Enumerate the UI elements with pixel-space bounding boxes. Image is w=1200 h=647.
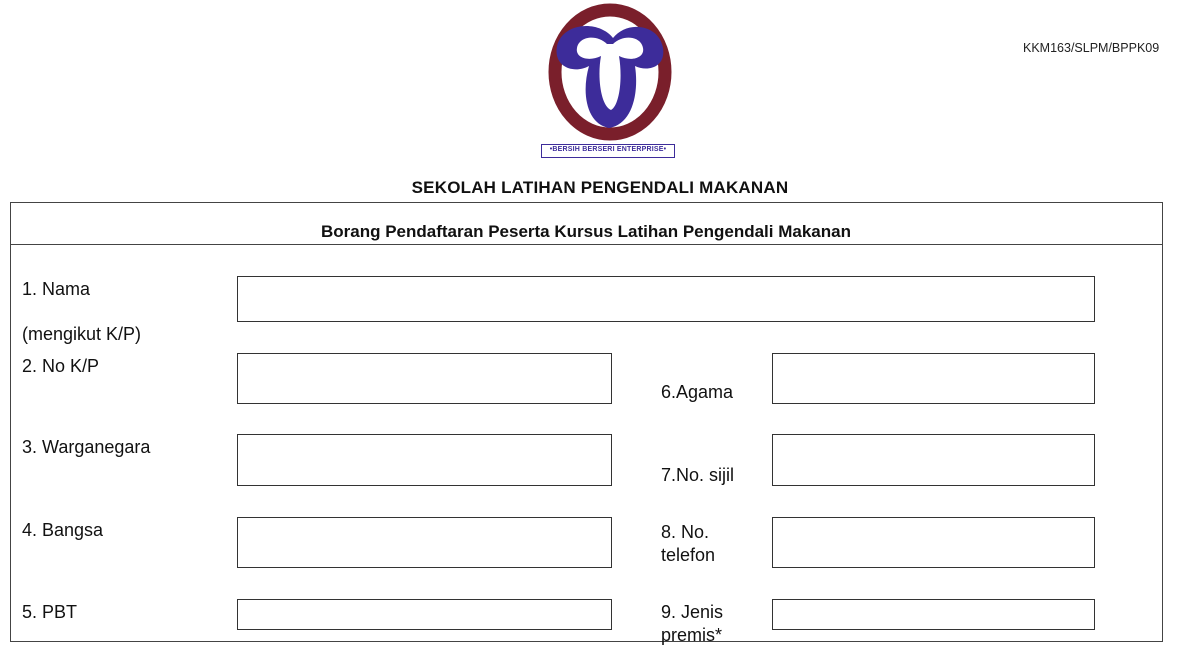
document-code: KKM163/SLPM/BPPK09 xyxy=(1023,41,1160,55)
label-jenis: 9. Jenis xyxy=(661,602,724,622)
label-nama-note: (mengikut K/P) xyxy=(22,324,142,344)
label-warganegara: 3. Warganegara xyxy=(22,437,151,457)
school-title: SEKOLAH LATIHAN PENGENDALI MAKANAN xyxy=(411,178,789,197)
form-frame xyxy=(10,202,1163,642)
jenis-premis-field[interactable] xyxy=(772,599,1095,630)
company-logo xyxy=(535,2,685,162)
no-telefon-field[interactable] xyxy=(772,517,1095,568)
label-nama: 1. Nama xyxy=(22,279,91,299)
nama-field[interactable] xyxy=(237,276,1095,322)
label-agama: 6.Agama xyxy=(661,382,734,402)
form-title: Borang Pendaftaran Peserta Kursus Latihan Pengendali Makanan xyxy=(321,222,851,241)
label-jenis-continued: premis* xyxy=(661,625,723,645)
agama-field[interactable] xyxy=(772,353,1095,404)
no-kp-field[interactable] xyxy=(237,353,612,404)
label-no-telefon: 8. No. telefon xyxy=(661,522,716,565)
no-sijil-field[interactable] xyxy=(772,434,1095,486)
label-pbt: 5. PBT xyxy=(22,602,78,622)
label-no-sijil: 7.No. sijil xyxy=(661,465,735,485)
pbt-field[interactable] xyxy=(237,599,612,630)
logo-emblem-icon xyxy=(535,2,685,162)
label-bangsa: 4. Bangsa xyxy=(22,520,104,540)
logo-caption: •BERSIH BERSERI ENTERPRISE• xyxy=(549,146,667,153)
label-no-kp: 2. No K/P xyxy=(22,356,100,376)
warganegara-field[interactable] xyxy=(237,434,612,486)
bangsa-field[interactable] xyxy=(237,517,612,568)
